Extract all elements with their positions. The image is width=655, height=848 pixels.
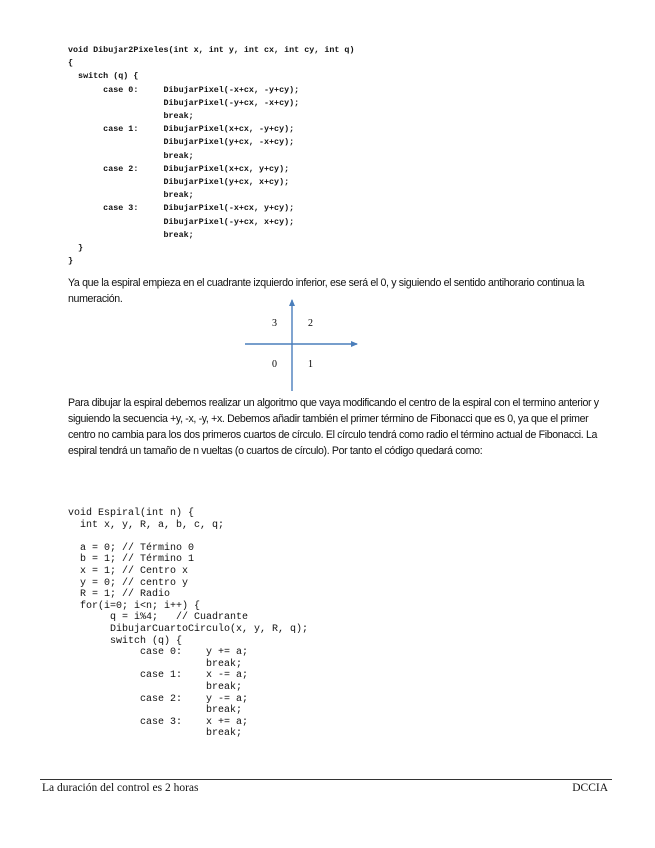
quadrant-label-1: 1 (308, 359, 313, 370)
quadrant-label-2: 2 (308, 318, 313, 329)
code-line: break; (68, 111, 194, 122)
code-line: x = 1; // Centro x (68, 565, 189, 577)
code-line: DibujarPixel(y+cx, -x+cy); (68, 137, 295, 148)
code-line: break; (68, 705, 243, 717)
code-line: case 1: x -= a; (68, 670, 249, 682)
code-line: } (68, 256, 74, 267)
code-line: int x, y, R, a, b, c, q; (68, 519, 225, 531)
code-line: break; (68, 681, 243, 693)
code-line: break; (68, 229, 194, 240)
code-line: DibujarPixel(-y+cx, x+cy); (68, 216, 295, 227)
code-line: { (68, 58, 74, 69)
paragraph-quadrant-intro: Ya que la espiral empieza en el cuadrante izquierdo inferior, ese será el 0, y siguiendo el sentido antihorario continua la numeración. (68, 277, 585, 305)
footer-department: DCCIA (572, 782, 608, 794)
paragraph-spiral-algorithm: Para dibujar la espiral debemos realizar un algoritmo que vaya modificando el centro de la espiral con el termino anterior y siguiendo la secuencia +y, -x, -y, +x. Debemos añadir también el primer término de Fibonacci que es 0, ya que el primer centro no cambia para los dos primeros cuartos de círculo. El círculo tendrá como radio el término actual de Fibonacci. La espiral tendrá un tamaño de n vueltas (o cuartos de círculo). Por tanto el código quedará como: (68, 397, 599, 457)
code-line: break; (68, 150, 194, 161)
footer-duration-note: La duración del control es 2 horas (42, 782, 199, 794)
code-line: q = i%4; // Cuadrante (68, 612, 249, 624)
code-line: switch (q) { (68, 71, 139, 82)
code-block-espiral (68, 508, 308, 740)
quadrant-diagram (245, 296, 365, 392)
quadrant-label-0: 0 (272, 359, 277, 370)
code-line: R = 1; // Radio (68, 589, 171, 601)
code-line: for(i=0; i<n; i++) { (68, 600, 201, 612)
code-line: y = 0; // centro y (68, 577, 189, 589)
code-line: DibujarCuartoCirculo(x, y, R, q); (68, 623, 309, 635)
code-line: } (68, 243, 84, 254)
code-line: case 2: DibujarPixel(x+cx, y+cy); (68, 163, 290, 174)
code-line: DibujarPixel(y+cx, x+cy); (68, 177, 290, 188)
code-line: break; (68, 190, 194, 201)
footer-divider (40, 779, 612, 780)
code-line: a = 0; // Término 0 (68, 542, 195, 554)
code-line: switch (q) { (68, 635, 183, 647)
code-line: break; (68, 658, 243, 670)
code-line: void Espiral(int n) { (68, 508, 195, 519)
code-block-dibujar2pixeles (68, 44, 354, 268)
code-line: case 3: x += a; (68, 716, 249, 728)
quadrant-label-3: 3 (272, 318, 277, 329)
code-line: case 2: y -= a; (68, 693, 249, 705)
code-line: DibujarPixel(-y+cx, -x+cy); (68, 97, 300, 108)
code-line: b = 1; // Término 1 (68, 554, 195, 566)
code-line: case 0: DibujarPixel(-x+cx, -y+cy); (68, 84, 300, 95)
code-line: break; (68, 728, 243, 740)
code-line: void Dibujar2Pixeles(int x, int y, int cx, int cy, int q) (68, 45, 355, 55)
code-line: case 1: DibujarPixel(x+cx, -y+cy); (68, 124, 295, 135)
code-line: case 0: y += a; (68, 647, 249, 659)
code-line: case 3: DibujarPixel(-x+cx, y+cy); (68, 203, 295, 214)
